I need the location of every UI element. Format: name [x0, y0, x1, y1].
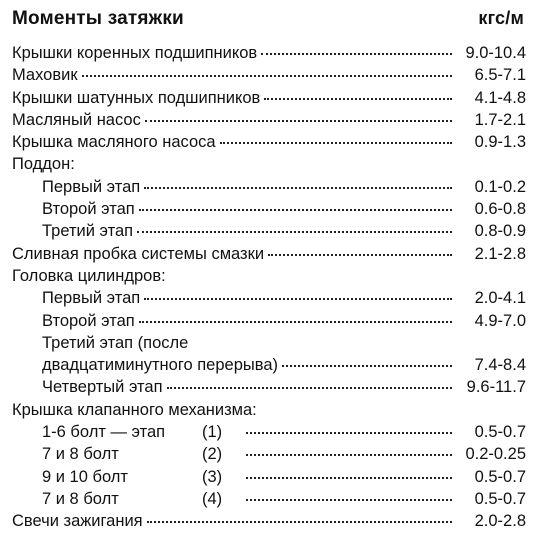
spec-label: Второй этап	[42, 200, 135, 219]
stage-number: (4)	[202, 489, 223, 508]
stage-number: (2)	[202, 445, 223, 464]
spec-value: 1.7-2.1	[474, 110, 526, 129]
spec-row-head-stage-2	[12, 310, 526, 332]
spec-value: 9.0-10.4	[465, 44, 526, 62]
spec-row-spark-plugs	[12, 510, 526, 532]
dot-leader	[144, 284, 452, 300]
spec-label: Второй этап	[42, 311, 135, 330]
dot-leader	[246, 440, 452, 456]
dot-leader	[144, 173, 452, 189]
dot-leader	[246, 485, 452, 501]
dot-leader	[145, 106, 452, 122]
dot-leader	[139, 195, 452, 211]
spec-value: 9.6-11.7	[466, 378, 526, 397]
dot-leader	[246, 463, 452, 479]
dot-leader	[261, 39, 452, 55]
spec-row-head-stage-4	[12, 376, 526, 398]
spec-value: 4.9-7.0	[474, 311, 526, 330]
dot-leader	[139, 307, 452, 323]
spec-label: Крышки коренных подшипников	[12, 44, 258, 62]
bolt-group-label: 7 и 8 болт	[42, 445, 119, 464]
bolt-group-label: 1-6 болт — этап	[42, 423, 166, 442]
dot-leader	[147, 507, 452, 523]
dot-leader	[220, 128, 452, 144]
spec-label: Крышка масляного насоса	[12, 133, 216, 152]
spec-value: 6.5-7.1	[474, 66, 526, 85]
spec-value: 0.6-0.8	[474, 200, 526, 219]
spec-unit: кгс/м	[478, 8, 524, 28]
stage-number: (1)	[202, 423, 223, 442]
spec-value: 0.8-0.9	[474, 222, 526, 241]
spec-label: Маховик	[12, 66, 78, 85]
spec-title: Моменты затяжки	[12, 8, 184, 29]
dot-leader	[137, 217, 452, 233]
spec-label: Сливная пробка системы смазки	[12, 244, 265, 263]
section-label: Головка цилиндров:	[12, 266, 166, 285]
spec-label: Свечи зажигания	[12, 512, 143, 531]
spec-value: 2.1-2.8	[474, 244, 526, 263]
bolt-group-label: 9 и 10 болт	[42, 467, 128, 486]
spec-value: 0.1-0.2	[474, 177, 526, 196]
spec-label: Крышки шатунных подшипников	[12, 88, 261, 107]
spec-value: 0.9-1.3	[474, 133, 526, 152]
dot-leader	[282, 351, 452, 367]
spec-label: Третий этап	[42, 222, 134, 241]
section-label: Поддон:	[12, 155, 75, 174]
spec-value: 0.5-0.7	[474, 489, 526, 508]
spec-row-drain-plug	[12, 243, 526, 265]
bolt-group-label: 7 и 8 болт	[42, 489, 119, 508]
section-label: Крышка клапанного механизма:	[12, 400, 257, 419]
spec-value: 0.2-0.25	[465, 445, 526, 464]
spec-label: Четвертый этап	[42, 378, 163, 397]
stage-number: (3)	[202, 467, 223, 486]
spec-row-oil-pump-cover	[12, 131, 526, 153]
spec-label: Масляный насос	[12, 110, 141, 129]
spec-label: Первый этап	[42, 289, 141, 308]
spec-value: 4.1-4.8	[474, 88, 526, 107]
dot-leader	[268, 240, 452, 256]
spec-value: 2.0-4.1	[474, 289, 526, 308]
spec-value: 0.5-0.7	[474, 423, 526, 442]
dot-leader	[82, 61, 452, 77]
spec-label: Первый этап	[42, 177, 141, 196]
spec-label: Третий этап (после	[42, 333, 189, 352]
spec-label: двадцатиминутного перерыва)	[42, 356, 278, 375]
dot-leader	[264, 84, 452, 100]
spec-value: 0.5-0.7	[474, 467, 526, 486]
spec-rows	[12, 42, 526, 533]
spec-value: 7.4-8.4	[474, 356, 526, 375]
spec-value: 2.0-2.8	[474, 512, 526, 531]
dot-leader	[167, 373, 452, 389]
dot-leader	[246, 418, 452, 434]
spec-header	[12, 8, 526, 42]
